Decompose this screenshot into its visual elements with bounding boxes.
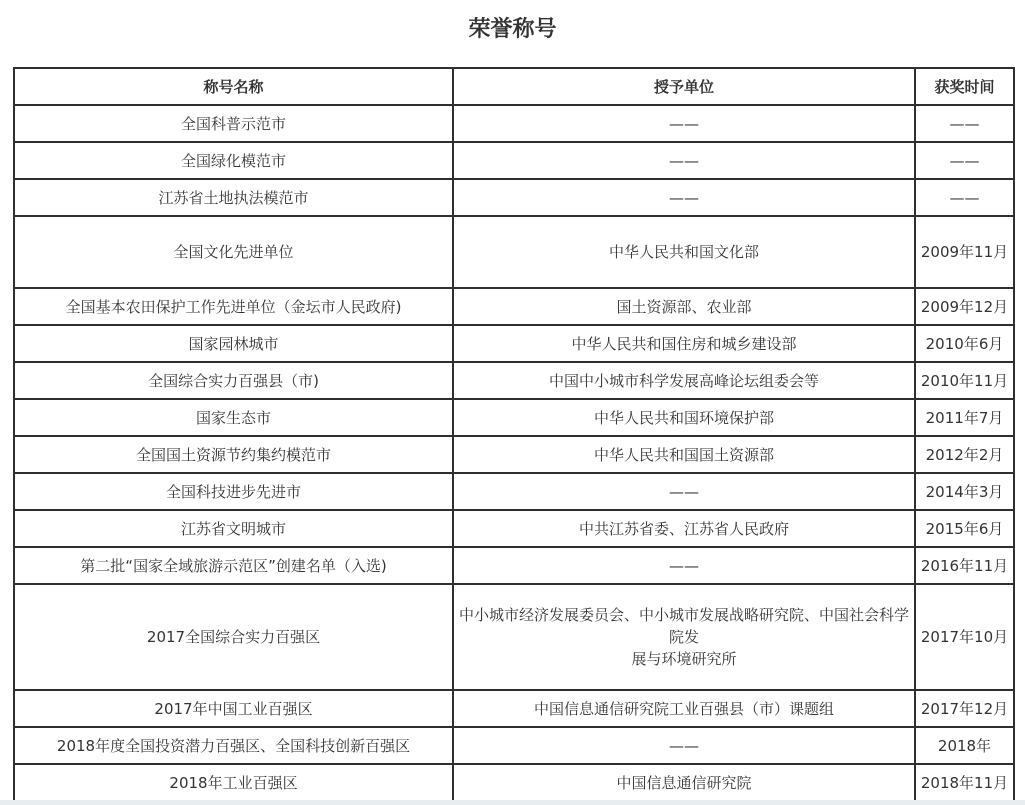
cell-time: 2016年11月 [915,547,1014,584]
page-title: 荣誉称号 [468,17,557,42]
table-header-row [14,68,1014,105]
cell-time: 2009年11月 [915,216,1014,288]
cell-name: 全国综合实力百强县（市) [14,362,453,399]
cell-time: 2014年3月 [915,473,1014,510]
table-row [14,764,1014,801]
cell-time: 2010年6月 [915,325,1014,362]
table-row [14,325,1014,362]
table-row [14,179,1014,216]
table-row [14,584,1014,690]
cell-org-line: 中小城市经济发展委员会、中小城市发展战略研究院、中国社会科学院发 [458,606,909,646]
header-time: 获奖时间 [915,68,1014,105]
table-row [14,105,1014,142]
header-org: 授予单位 [453,68,915,105]
cell-org: 中华人民共和国住房和城乡建设部 [453,325,915,362]
cell-time: —— [915,142,1014,179]
cell-name: 全国绿化模范市 [14,142,453,179]
table-row [14,473,1014,510]
cell-org: 中华人民共和国国土资源部 [453,436,915,473]
cell-org: —— [453,547,915,584]
cell-org: 中国信息通信研究院 [453,764,915,801]
cell-name: 国家生态市 [14,399,453,436]
cell-name: 第二批“国家全域旅游示范区”创建名单（入选) [14,547,453,584]
cell-org: 中国中小城市科学发展高峰论坛组委会等 [453,362,915,399]
cell-org: —— [453,473,915,510]
cell-time: 2010年11月 [915,362,1014,399]
cell-name: 2017年中国工业百强区 [14,690,453,727]
cell-org: —— [453,179,915,216]
honors-table [13,67,1015,802]
table-row [14,216,1014,288]
table-row [14,288,1014,325]
cell-org: —— [453,142,915,179]
cell-name: 全国科技进步先进市 [14,473,453,510]
cell-org: 中共江苏省委、江苏省人民政府 [453,510,915,547]
cell-name: 全国国土资源节约集约模范市 [14,436,453,473]
cell-time: —— [915,105,1014,142]
cell-time: 2018年 [915,727,1014,764]
table-row [14,727,1014,764]
table-row [14,142,1014,179]
cell-name: 全国文化先进单位 [14,216,453,288]
table-row [14,547,1014,584]
cell-org: 中华人民共和国环境保护部 [453,399,915,436]
cell-time: 2012年2月 [915,436,1014,473]
cell-org-line: 展与环境研究所 [631,650,737,668]
cell-org: —— [453,727,915,764]
table-row [14,510,1014,547]
cell-time: 2017年10月 [915,584,1014,690]
cell-name: 2017全国综合实力百强区 [14,584,453,690]
cell-name: 全国基本农田保护工作先进单位（金坛市人民政府) [14,288,453,325]
cell-org: 中国信息通信研究院工业百强县（市）课题组 [453,690,915,727]
cell-time: 2009年12月 [915,288,1014,325]
cell-name: 国家园林城市 [14,325,453,362]
cell-name: 2018年度全国投资潜力百强区、全国科技创新百强区 [14,727,453,764]
header-name: 称号名称 [14,68,453,105]
cell-name: 江苏省文明城市 [14,510,453,547]
table-row [14,436,1014,473]
cell-name: 江苏省土地执法模范市 [14,179,453,216]
cell-time: 2011年7月 [915,399,1014,436]
table-row [14,690,1014,727]
page-bottom-edge [0,800,1025,805]
cell-org: 中华人民共和国文化部 [453,216,915,288]
cell-org [453,584,915,690]
table-row [14,362,1014,399]
cell-time: 2018年11月 [915,764,1014,801]
cell-time: 2015年6月 [915,510,1014,547]
cell-org: 国土资源部、农业部 [453,288,915,325]
table-row [14,399,1014,436]
cell-time: 2017年12月 [915,690,1014,727]
cell-org: —— [453,105,915,142]
cell-time: —— [915,179,1014,216]
cell-name: 2018年工业百强区 [14,764,453,801]
cell-name: 全国科普示范市 [14,105,453,142]
